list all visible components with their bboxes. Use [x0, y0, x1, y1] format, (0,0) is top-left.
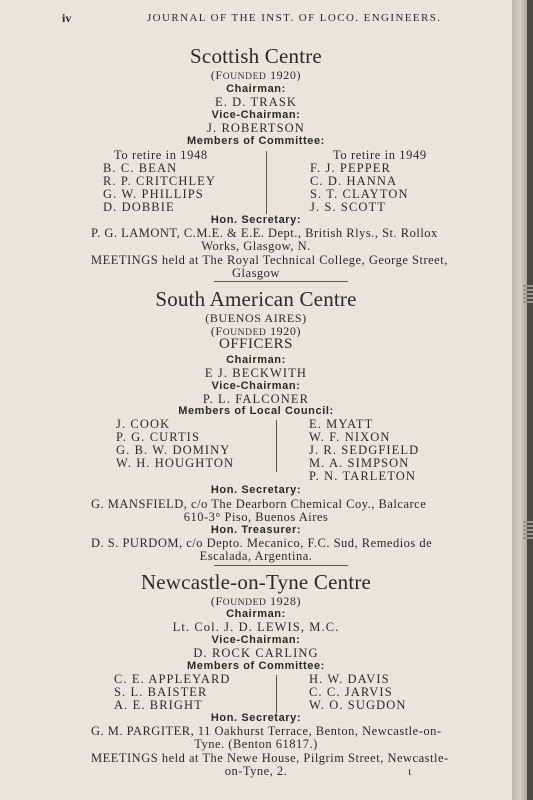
- binding-shadow: [527, 0, 533, 800]
- column-divider: [266, 151, 267, 214]
- newcastle-meetings-line-1: MEETINGS held at The Newe House, Pilgrim Street, Newcastle-: [91, 751, 449, 765]
- scottish-secretary-line-2: Works, Glasgow, N.: [201, 239, 311, 253]
- south-american-centre-title: South American Centre: [155, 287, 357, 311]
- scottish-centre-title: Scottish Centre: [190, 44, 322, 68]
- scottish-meetings-line-1: MEETINGS held at The Royal Technical College, George Street,: [91, 253, 448, 267]
- south-american-chairman-name: E J. BECKWITH: [204, 366, 308, 380]
- scottish-committee-right-2: C. D. HANNA: [310, 174, 398, 188]
- newcastle-committee-label: Members of Committee:: [187, 660, 325, 672]
- newcastle-meetings-line-2: on-Tyne, 2.: [224, 764, 288, 778]
- scottish-committee-right-4: J. S. SCOTT: [310, 200, 387, 214]
- newcastle-chairman-name: Lt. Col. J. D. LEWIS, M.C.: [172, 620, 340, 634]
- scottish-vice-chairman-label: Vice-Chairman:: [211, 109, 301, 121]
- scottish-retire-1948-heading: To retire in 1948: [114, 148, 208, 162]
- newcastle-vice-chairman-label: Vice-Chairman:: [211, 634, 301, 646]
- south-american-council-left-4: W. H. HOUGHTON: [116, 456, 235, 470]
- south-american-vice-chairman-label: Vice-Chairman:: [211, 380, 301, 392]
- south-american-founded: (FOUNDED 1920): [210, 324, 302, 338]
- newcastle-secretary-line-2: Tyne. (Benton 61817.): [194, 737, 318, 751]
- south-american-council-right-1: E. MYATT: [309, 417, 374, 431]
- newcastle-founded: (FOUNDED 1928): [210, 594, 302, 608]
- scottish-committee-label: Members of Committee:: [187, 135, 325, 147]
- south-american-chairman-label: Chairman:: [226, 354, 286, 366]
- scottish-vice-chairman-name: J. ROBERTSON: [207, 121, 305, 135]
- newcastle-committee-right-1: H. W. DAVIS: [309, 672, 390, 686]
- scottish-committee-right-1: F. J. PEPPER: [310, 161, 391, 175]
- south-american-secretary-line-2: 610-3° Piso, Buenos Aires: [183, 510, 329, 524]
- column-divider: [276, 675, 277, 713]
- south-american-vice-chairman-name: P. L. FALCONER: [202, 392, 310, 406]
- page-tab-mark: [523, 521, 533, 539]
- scottish-committee-left-3: G. W. PHILLIPS: [103, 187, 204, 201]
- scottish-committee-right-3: S. T. CLAYTON: [310, 187, 409, 201]
- newcastle-secretary-line-1: G. M. PARGITER, 11 Oakhurst Terrace, Benton, Newcastle-on-: [91, 724, 442, 738]
- south-american-subtitle: (BUENOS AIRES): [205, 311, 307, 325]
- south-american-secretary-line-1: G. MANSFIELD, c/o The Dearborn Chemical Coy., Balcarce: [91, 497, 427, 511]
- scottish-chairman-name: E. D. TRASK: [214, 95, 298, 109]
- newcastle-chairman-label: Chairman:: [226, 608, 286, 620]
- scottish-secretary-line-1: P. G. LAMONT, C.M.E. & E.E. Dept., British Rlys., St. Rollox: [91, 226, 438, 240]
- newcastle-committee-right-2: C. C. JARVIS: [309, 685, 393, 699]
- scottish-secretary-label: Hon. Secretary:: [210, 214, 302, 226]
- south-american-secretary-label: Hon. Secretary:: [210, 484, 302, 496]
- newcastle-committee-left-3: A. E. BRIGHT: [114, 698, 203, 712]
- south-american-council-left-2: P. G. CURTIS: [116, 430, 200, 444]
- page-tab-mark: [523, 285, 533, 303]
- south-american-treasurer-line-2: Escalada, Argentina.: [199, 549, 313, 563]
- newcastle-committee-left-1: C. E. APPLEYARD: [114, 672, 231, 686]
- scottish-meetings-line-2: Glasgow: [232, 266, 280, 280]
- scottish-committee-left-2: R. P. CRITCHLEY: [103, 174, 217, 188]
- south-american-council-right-3: J. R. SEDGFIELD: [309, 443, 420, 457]
- newcastle-committee-left-2: S. L. BAISTER: [114, 685, 208, 699]
- newcastle-vice-chairman-name: D. ROCK CARLING: [193, 646, 319, 660]
- scottish-committee-left-1: B. C. BEAN: [103, 161, 178, 175]
- scottish-retire-1949-heading: To retire in 1949: [333, 148, 427, 162]
- south-american-council-label: Members of Local Council:: [178, 405, 334, 417]
- south-american-treasurer-label: Hon. Treasurer:: [210, 524, 302, 536]
- officers-heading: OFFICERS: [218, 336, 294, 352]
- newcastle-secretary-label: Hon. Secretary:: [210, 712, 302, 724]
- south-american-council-right-5: P. N. TARLETON: [309, 469, 417, 483]
- newcastle-committee-right-3: W. O. SUGDON: [309, 698, 407, 712]
- page-number: iv: [62, 11, 72, 25]
- scottish-chairman-label: Chairman:: [226, 83, 286, 95]
- south-american-treasurer-line-1: D. S. PURDOM, c/o Depto. Mecanico, F.C. Sud, Remedios de: [91, 536, 433, 550]
- section-rule: [214, 281, 348, 282]
- south-american-council-right-2: W. F. NIXON: [309, 430, 391, 444]
- newcastle-centre-title: Newcastle-on-Tyne Centre: [140, 570, 372, 594]
- column-divider: [276, 420, 277, 472]
- section-rule: [214, 565, 348, 566]
- running-title: JOURNAL OF THE INST. OF LOCO. ENGINEERS.: [147, 12, 442, 24]
- scottish-committee-left-4: D. DOBBIE: [103, 200, 175, 214]
- scottish-founded: (FOUNDED 1920): [210, 68, 302, 82]
- ink-mark: ι: [408, 764, 412, 778]
- south-american-council-right-4: M. A. SIMPSON: [309, 456, 410, 470]
- south-american-council-left-1: J. COOK: [116, 417, 171, 431]
- south-american-council-left-3: G. B. W. DOMINY: [116, 443, 231, 457]
